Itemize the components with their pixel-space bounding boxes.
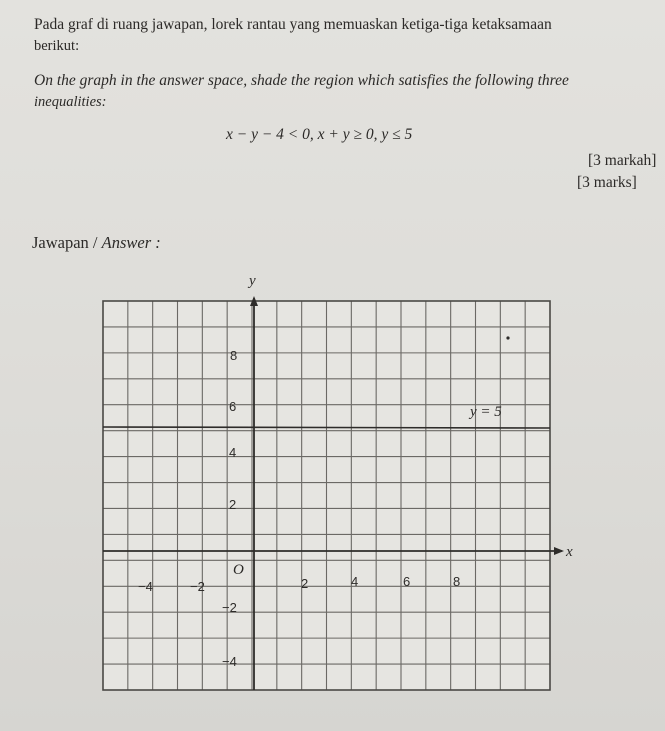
y-tick-label-neg2: −2 [222,600,237,615]
x-tick-label-2: 2 [301,576,309,591]
answer-label-english: Answer : [101,233,161,252]
marks-english: [3 marks] [577,174,637,191]
x-tick-label-8: 8 [453,574,461,589]
x-tick-label-neg2: −2 [190,579,205,594]
y-tick-label-2: 2 [229,497,237,512]
question-english-line2: inequalities: [34,94,107,110]
line-y-equals-5 [103,427,550,428]
question-malay-line1: Pada graf di ruang jawapan, lorek rantau yang memuaskan ketiga-tiga ketaksamaan [34,16,552,33]
y-tick-label-6: 6 [229,399,237,414]
inequalities: x − y − 4 < 0, x + y ≥ 0, y ≤ 5 [226,126,413,143]
marks-malay: [3 markah] [588,152,657,169]
answer-label-malay: Jawapan / [32,233,102,252]
y-axis-label: y [249,273,256,289]
y-tick-label-8: 8 [230,348,238,363]
question-english-line1: On the graph in the answer space, shade the region which satisfies the following three [34,72,569,89]
line-y-equals-5-label: y = 5 [470,404,502,420]
x-tick-label-6: 6 [403,574,411,589]
y-tick-label-neg4: −4 [222,654,237,669]
x-tick-label-neg4: −4 [138,579,153,594]
question-malay-line2: berikut: [34,38,80,54]
y-tick-label-4: 4 [229,445,237,460]
x-axis-label: x [566,544,573,560]
stray-dot [506,336,509,339]
origin-label: O [233,562,244,578]
x-tick-label-4: 4 [351,574,359,589]
